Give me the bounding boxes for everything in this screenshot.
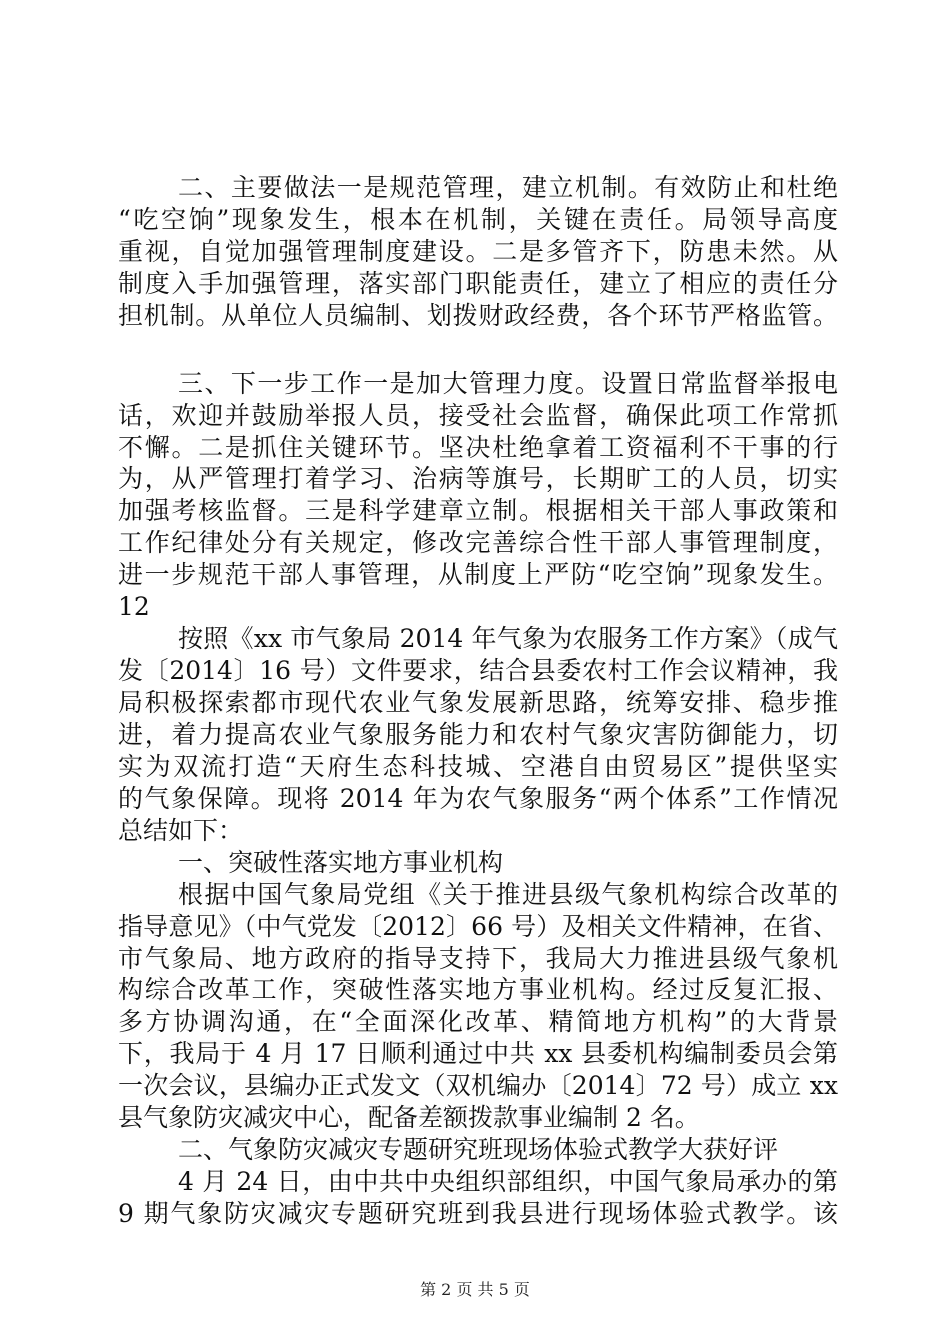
text-line: 话，欢迎并鼓励举报人员，接受社会监督，确保此项工作常抓 [118,401,838,430]
text-line: 制度入手加强管理，落实部门职能责任，建立了相应的责任分 [118,269,838,298]
text-line: 的气象保障。现将 2014 年为农气象服务“两个体系”工作情况 [118,784,838,813]
text-line: 一次会议，县编办正式发文（双机编办〔2014〕72 号）成立 xx [118,1071,838,1100]
text-line: 担机制。从单位人员编制、划拨财政经费，各个环节严格监管。 [118,301,838,330]
text-line: 发〔2014〕16 号）文件要求，结合县委农村工作会议精神，我 [118,656,838,685]
text-line: 加强考核监督。三是科学建章立制。根据相关干部人事政策和 [118,496,838,525]
section-heading: 二、气象防灾减灾专题研究班现场体验式教学大获好评 [178,1135,779,1164]
text-line: 多方协调沟通，在“全面深化改革、精简地方机构”的大背景 [118,1007,838,1036]
section-heading: 一、突破性落实地方事业机构 [178,848,504,877]
text-line: 为，从严管理打着学习、治病等旗号，长期旷工的人员，切实 [118,464,838,493]
text-line: 构综合改革工作，突破性落实地方事业机构。经过反复汇报、 [118,975,838,1004]
text-line: 重视，自觉加强管理制度建设。二是多管齐下，防患未然。从 [118,237,838,266]
text-line: 指导意见》（中气党发〔2012〕66 号）及相关文件精神，在省、 [118,912,838,941]
text-line: 9 期气象防灾减灾专题研究班到我县进行现场体验式教学。该 [118,1199,838,1228]
text-line: 下，我局于 4 月 17 日顺利通过中共 xx 县委机构编制委员会第 [118,1039,838,1068]
text-line: 局积极探索都市现代农业气象发展新思路，统筹安排、稳步推 [118,688,838,717]
text-line: 不懈。二是抓住关键环节。坚决杜绝拿着工资福利不干事的行 [118,433,838,462]
text-line: 三、下一步工作一是加大管理力度。设置日常监督举报电 [178,369,838,398]
text-line: 根据中国气象局党组《关于推进县级气象机构综合改革的 [178,880,838,909]
text-line: 二、主要做法一是规范管理，建立机制。有效防止和杜绝 [178,173,838,202]
text-line: “吃空饷”现象发生，根本在机制，关键在责任。局领导高度 [118,205,838,234]
text-line: 按照《xx 市气象局 2014 年气象为农服务工作方案》（成气 [178,624,838,653]
text-line: 总结如下： [118,816,244,845]
text-line: 市气象局、地方政府的指导支持下，我局大力推进县级气象机 [118,944,838,973]
text-line: 县气象防灾减灾中心，配备差额拨款事业编制 2 名。 [118,1103,700,1132]
text-line: 进一步规范干部人事管理，从制度上严防“吃空饷”现象发生。 [118,560,838,589]
text-line: 进，着力提高农业气象服务能力和农村气象灾害防御能力，切 [118,720,838,749]
text-line: 实为双流打造“天府生态科技城、空港自由贸易区”提供坚实 [118,752,838,781]
text-line: 4 月 24 日，由中共中央组织部组织，中国气象局承办的第 [178,1167,838,1196]
text-line: 工作纪律处分有关规定，修改完善综合性干部人事管理制度， [118,528,838,557]
page-footer: 第 2 页 共 5 页 [420,1280,530,1299]
text-line: 12 [118,592,150,621]
